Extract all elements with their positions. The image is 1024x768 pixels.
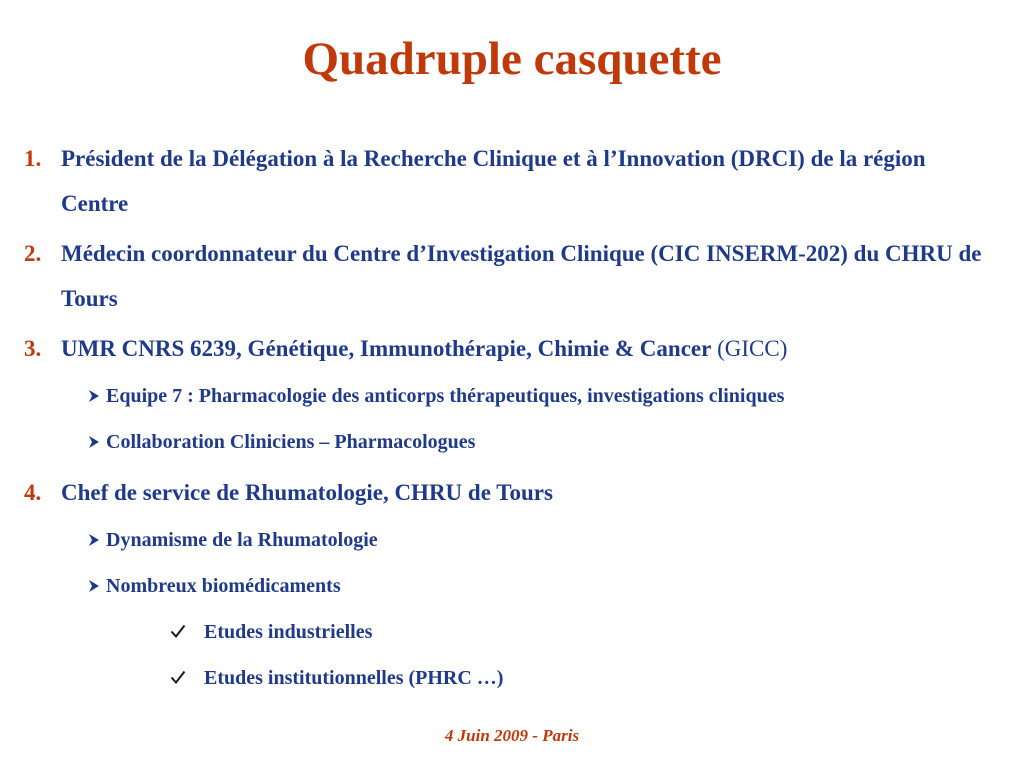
sub-item xyxy=(88,572,986,600)
sub-item xyxy=(88,428,986,456)
slide-title: Quadruple casquette xyxy=(302,33,722,85)
sub-item-text: Equipe 7 : Pharmacologie des anticorps thérapeutiques, investigations cliniques xyxy=(106,385,785,407)
check-item xyxy=(170,664,503,692)
check-item-text: Etudes industrielles xyxy=(204,621,373,643)
list-item-1 xyxy=(24,136,986,226)
sub-item xyxy=(88,526,986,554)
sub-item xyxy=(88,382,986,410)
list-item-3 xyxy=(24,326,986,371)
slide-footer: 4 Juin 2009 - Paris xyxy=(444,726,580,745)
item-text-abbrev: (GICC) xyxy=(711,336,788,361)
check-item-text: Etudes institutionnelles (PHRC …) xyxy=(204,667,504,689)
checkmark-icon xyxy=(170,669,186,685)
list-item-4 xyxy=(24,470,986,515)
arrow-bullet-icon xyxy=(88,389,100,403)
item-text-wrapper xyxy=(24,326,986,371)
item-number: 3. xyxy=(24,336,42,361)
arrow-bullet-icon xyxy=(88,435,100,449)
item-number: 1. xyxy=(24,146,42,171)
list-item-2 xyxy=(24,231,986,321)
check-item xyxy=(170,618,372,646)
sub-item-text: Nombreux biomédicaments xyxy=(106,575,341,597)
item-text: Président de la Délégation à la Recherche Clinique et à l’Innovation (DRCI) de la région Centre xyxy=(61,146,926,216)
item-number: 2. xyxy=(24,241,42,266)
item-number: 4. xyxy=(24,480,42,505)
item-text: Chef de service de Rhumatologie, CHRU de Tours xyxy=(61,480,553,505)
checkmark-icon xyxy=(170,623,186,639)
sub-item-text: Dynamisme de la Rhumatologie xyxy=(106,529,378,551)
item-text: Médecin coordonnateur du Centre d’Investigation Clinique (CIC INSERM-202) du CHRU de Tours xyxy=(61,241,982,311)
arrow-bullet-icon xyxy=(88,579,100,593)
item-text: UMR CNRS 6239, Génétique, Immunothérapie, Chimie & Cancer xyxy=(61,336,712,361)
arrow-bullet-icon xyxy=(88,533,100,547)
sub-item-text: Collaboration Cliniciens – Pharmacologues xyxy=(106,431,476,453)
